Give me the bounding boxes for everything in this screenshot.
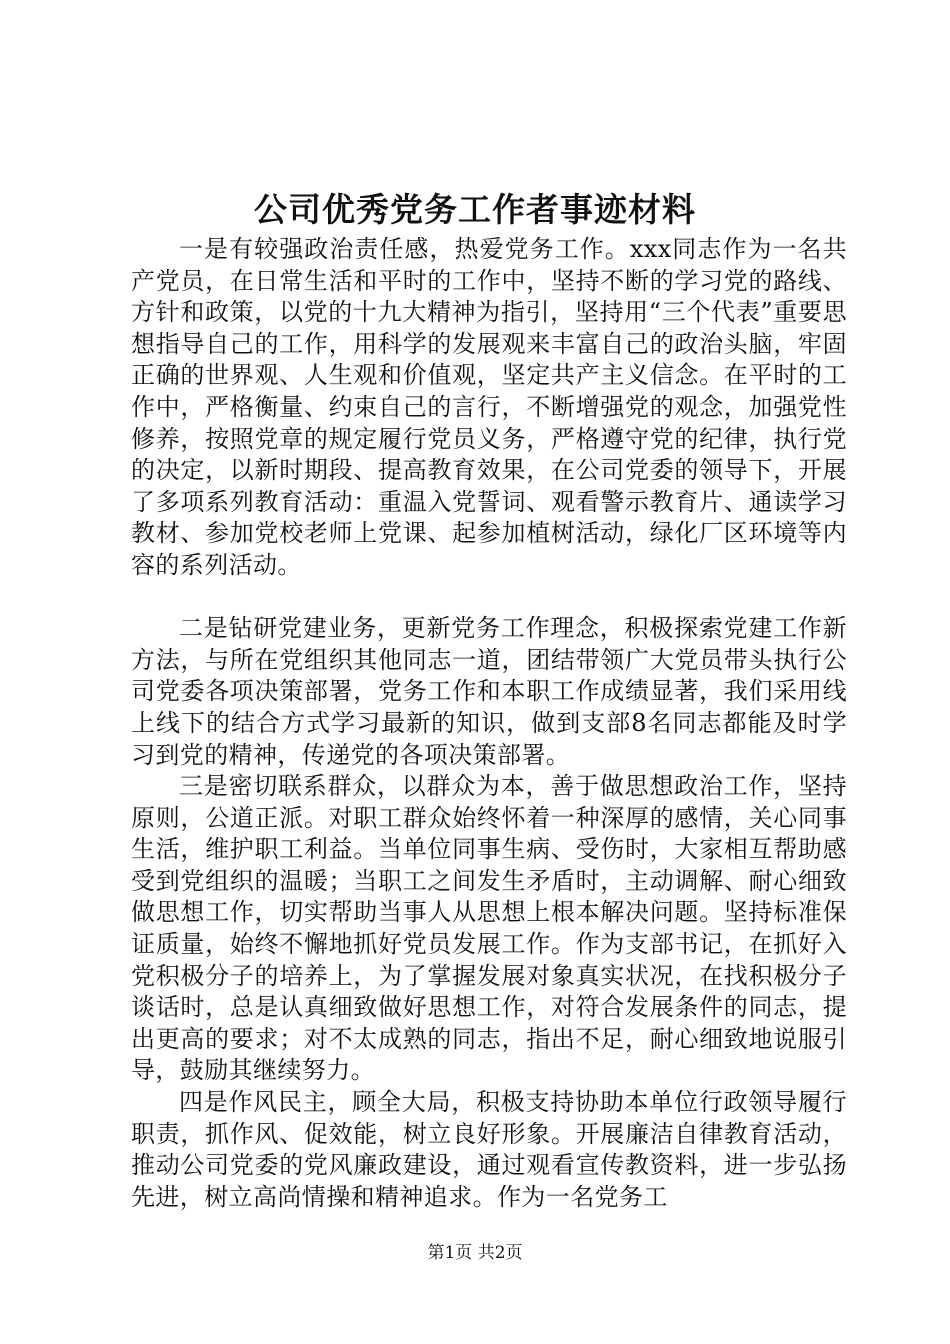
paragraph-4: 四是作风民主，顾全大局，积极支持协助本单位行政领导履行职责，抓作风、促效能，树立良好形象。开展廉洁自律教育活动，推动公司党委的党风廉政建设，通过观看宣传教资料，进一步弘扬先进，树立高尚情操和精神追求。作为一名党务工	[131, 1088, 847, 1211]
document-body	[131, 234, 847, 1213]
paragraph-3: 三是密切联系群众，以群众为本，善于做思想政治工作，坚持原则，公道正派。对职工群众始终怀着一种深厚的感情，关心同事生活，维护职工利益。当单位同事生病、受伤时，大家相互帮助感受到党组织的温暖；当职工之间发生矛盾时，主动调解、耐心细致做思想工作，切实帮助当事人从思想上根本解决问题。坚持标准保证质量，始终不懈地抓好党员发展工作。作为支部书记，在抓好入党积极分子的培养上，为了掌握发展对象真实状况，在找积极分子谈话时，总是认真细致做好思想工作，对符合发展条件的同志，提出更高的要求；对不太成熟的同志，指出不足，耐心细致地说服引导，鼓励其继续努力。	[131, 772, 847, 1085]
paragraph-spacer	[131, 582, 847, 614]
document-title: 公司优秀党务工作者事迹材料	[254, 190, 696, 229]
paragraph-1: 一是有较强政治责任感，热爱党务工作。xxx同志作为一名共产党员，在日常生活和平时的工作中，坚持不断的学习党的路线、方针和政策，以党的十九大精神为指引，坚持用“三个代表”重要思想指导自己的工作，用科学的发展观来丰富自己的政治头脑，牢固正确的世界观、人生观和价值观，坚定共产主义信念。在平时的工作中，严格衡量、约束自己的言行，不断增强党的观念，加强党性修养，按照党章的规定履行党员义务，严格遵守党的纪律，执行党的决定，以新时期段、提高教育效果，在公司党委的领导下，开展了多项系列教育活动：重温入党誓词、观看警示教育片、通读学习教材、参加党校老师上党课、起参加植树活动，绿化厂区环境等内容的系列活动。	[131, 235, 847, 579]
paragraph-2: 二是钻研党建业务，更新党务工作理念，积极探索党建工作新方法，与所在党组织其他同志一道，团结带领广大党员带头执行公司党委各项决策部署，党务工作和本职工作成绩显著，我们采用线上线下的结合方式学习最新的知识，做到支部8名同志都能及时学习到党的精神，传递党的各项决策部署。	[131, 614, 847, 769]
page-number-footer: 第1页 共2页	[427, 1243, 523, 1263]
